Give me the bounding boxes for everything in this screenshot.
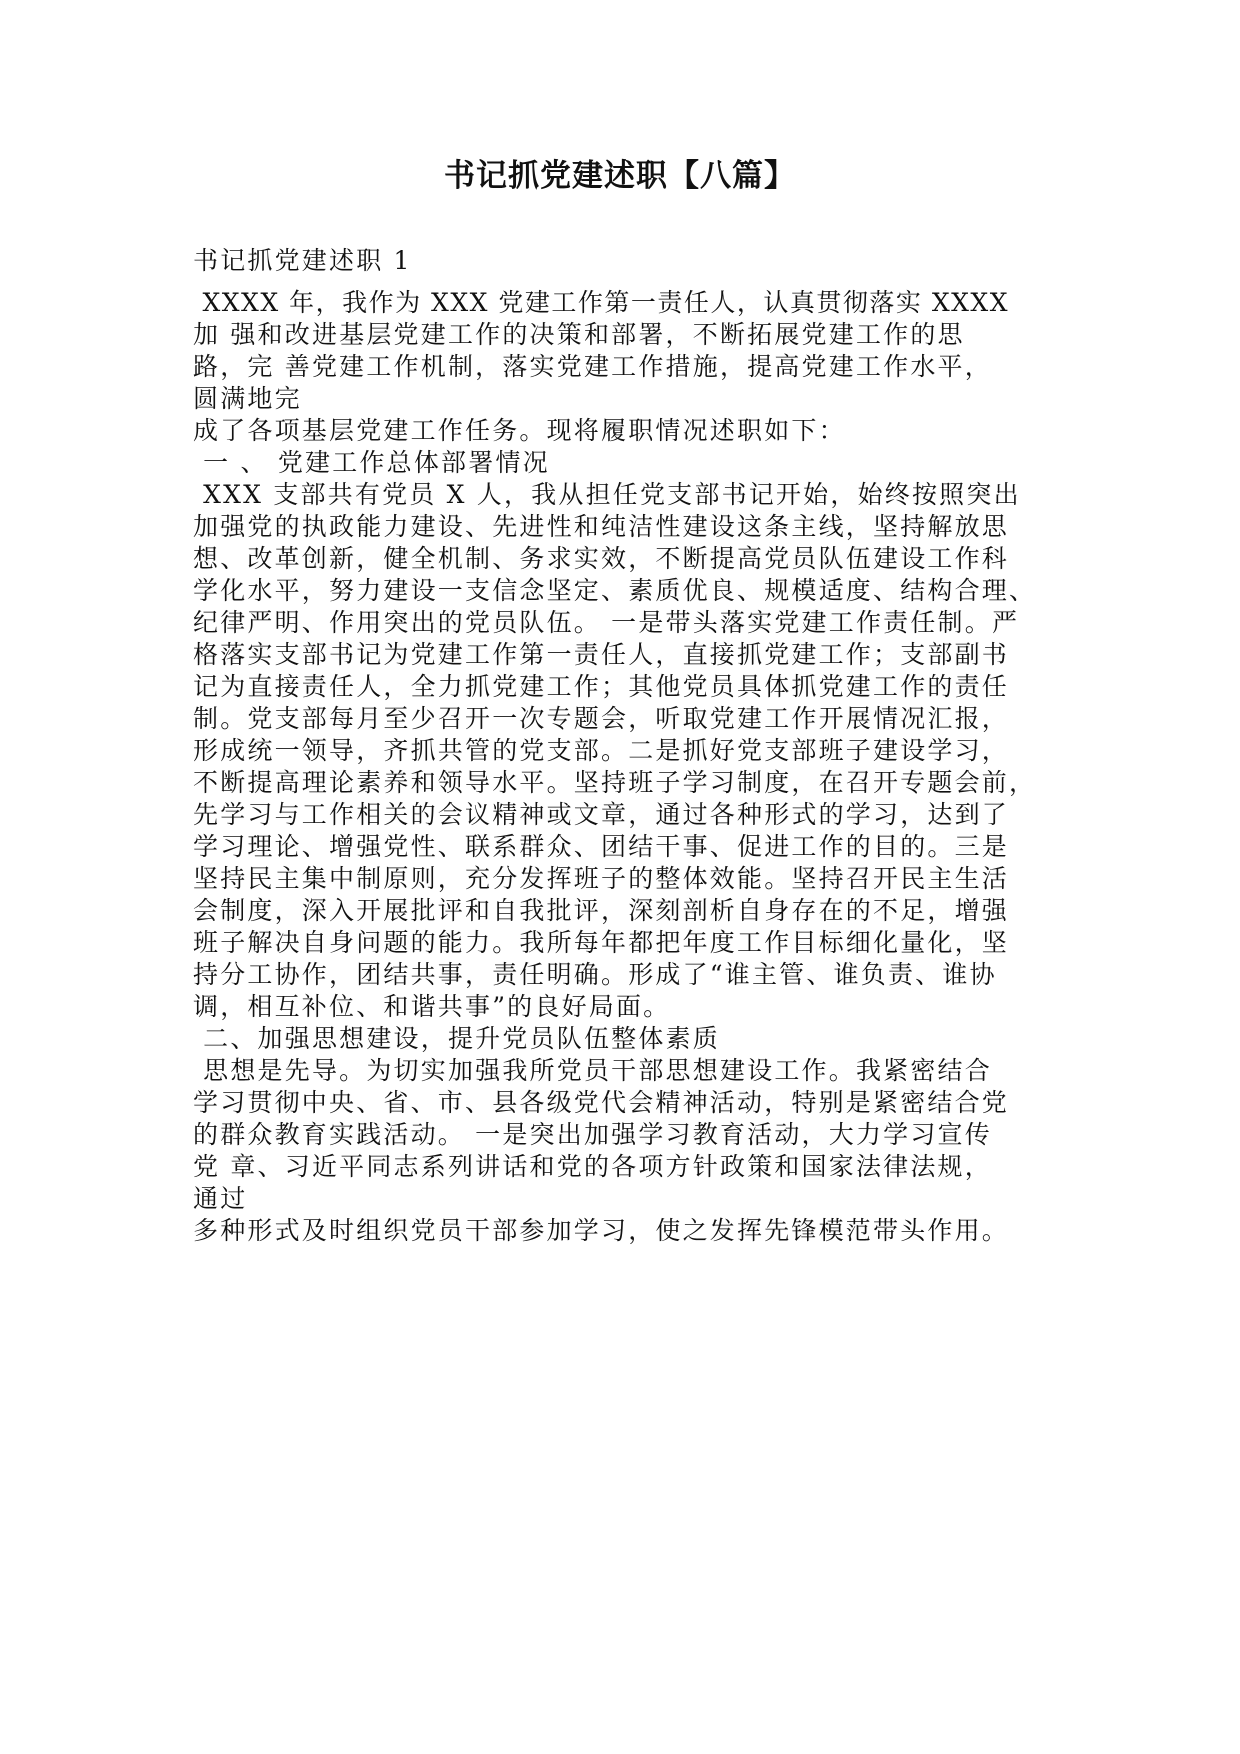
body-line: 学习贯彻中央、省、市、县各级党代会精神活动，特别是紧密结合党 xyxy=(193,1088,1010,1117)
document-body xyxy=(193,245,1073,1247)
body-line: 形成统一领导，齐抓共管的党支部。二是抓好党支部班子建设学习， xyxy=(193,736,1010,765)
body-line: 学化水平，努力建设一支信念坚定、素质优良、规模适度、结构合理、 xyxy=(193,576,1037,605)
body-line: 圆满地完 xyxy=(193,384,302,413)
document-title: 书记抓党建述职【八篇】 xyxy=(444,158,796,194)
section-heading: 书记抓党建述职 1 xyxy=(193,246,412,275)
body-line: 的群众教育实践活动。 一是突出加强学习教育活动，大力学习宣传 xyxy=(193,1120,992,1149)
body-line: 加强党的执政能力建设、先进性和纯洁性建设这条主线，坚持解放思 xyxy=(193,512,1010,541)
body-line: 想、改革创新，健全机制、务求实效，不断提高党员队伍建设工作科 xyxy=(193,544,1010,573)
body-line: 记为直接责任人，全力抓党建工作；其他党员具体抓党建工作的责任 xyxy=(193,672,1010,701)
body-line: 多种形式及时组织党员干部参加学习，使之发挥先锋模范带头作用。 xyxy=(193,1216,1010,1245)
body-line: 坚持民主集中制原则，充分发挥班子的整体效能。坚持召开民主生活 xyxy=(193,864,1010,893)
body-line: 调，相互补位、和谐共事”的良好局面。 xyxy=(193,992,671,1021)
body-line: 格落实支部书记为党建工作第一责任人，直接抓党建工作；支部副书 xyxy=(193,640,1010,669)
body-line: 纪律严明、作用突出的党员队伍。 一是带头落实党建工作责任制。严 xyxy=(193,608,1020,637)
body-line: 班子解决自身问题的能力。我所每年都把年度工作目标细化量化，坚 xyxy=(193,928,1010,957)
body-line: XXXX 年，我作为 XXX 党建工作第一责任人，认真贯彻落实 XXXX xyxy=(193,288,1010,317)
body-line: 成了各项基层党建工作任务。现将履职情况述职如下： xyxy=(193,416,846,445)
body-line: 制。党支部每月至少召开一次专题会，听取党建工作开展情况汇报， xyxy=(193,704,1010,733)
body-line: 学习理论、增强党性、联系群众、团结干事、促进工作的目的。三是 xyxy=(193,832,1010,861)
body-line: 思想是先导。为切实加强我所党员干部思想建设工作。我紧密结合 xyxy=(193,1056,992,1085)
body-line: 路，完 善党建工作机制，落实党建工作措施，提高党建工作水平， xyxy=(193,352,992,381)
body-line: 先学习与工作相关的会议精神或文章，通过各种形式的学习，达到了 xyxy=(193,800,1010,829)
body-line: 不断提高理论素养和领导水平。坚持班子学习制度，在召开专题会前， xyxy=(193,768,1037,797)
body-line: 会制度，深入开展批评和自我批评，深刻剖析自身存在的不足，增强 xyxy=(193,896,1010,925)
body-line: 加 强和改进基层党建工作的决策和部署，不断拓展党建工作的思 xyxy=(193,320,965,349)
body-line: 通过 xyxy=(193,1184,248,1213)
subheading-line: 二、加强思想建设，提升党员队伍整体素质 xyxy=(193,1024,720,1053)
body-line: 党 章、习近平同志系列讲话和党的各项方针政策和国家法律法规， xyxy=(193,1152,992,1181)
body-line: 持分工协作，团结共事，责任明确。形成了“谁主管、谁负责、谁协 xyxy=(193,960,997,989)
subheading-line: 一 、 党建工作总体部署情况 xyxy=(193,448,550,477)
body-line: XXX 支部共有党员 X 人，我从担任党支部书记开始，始终按照突出 xyxy=(193,480,1021,509)
